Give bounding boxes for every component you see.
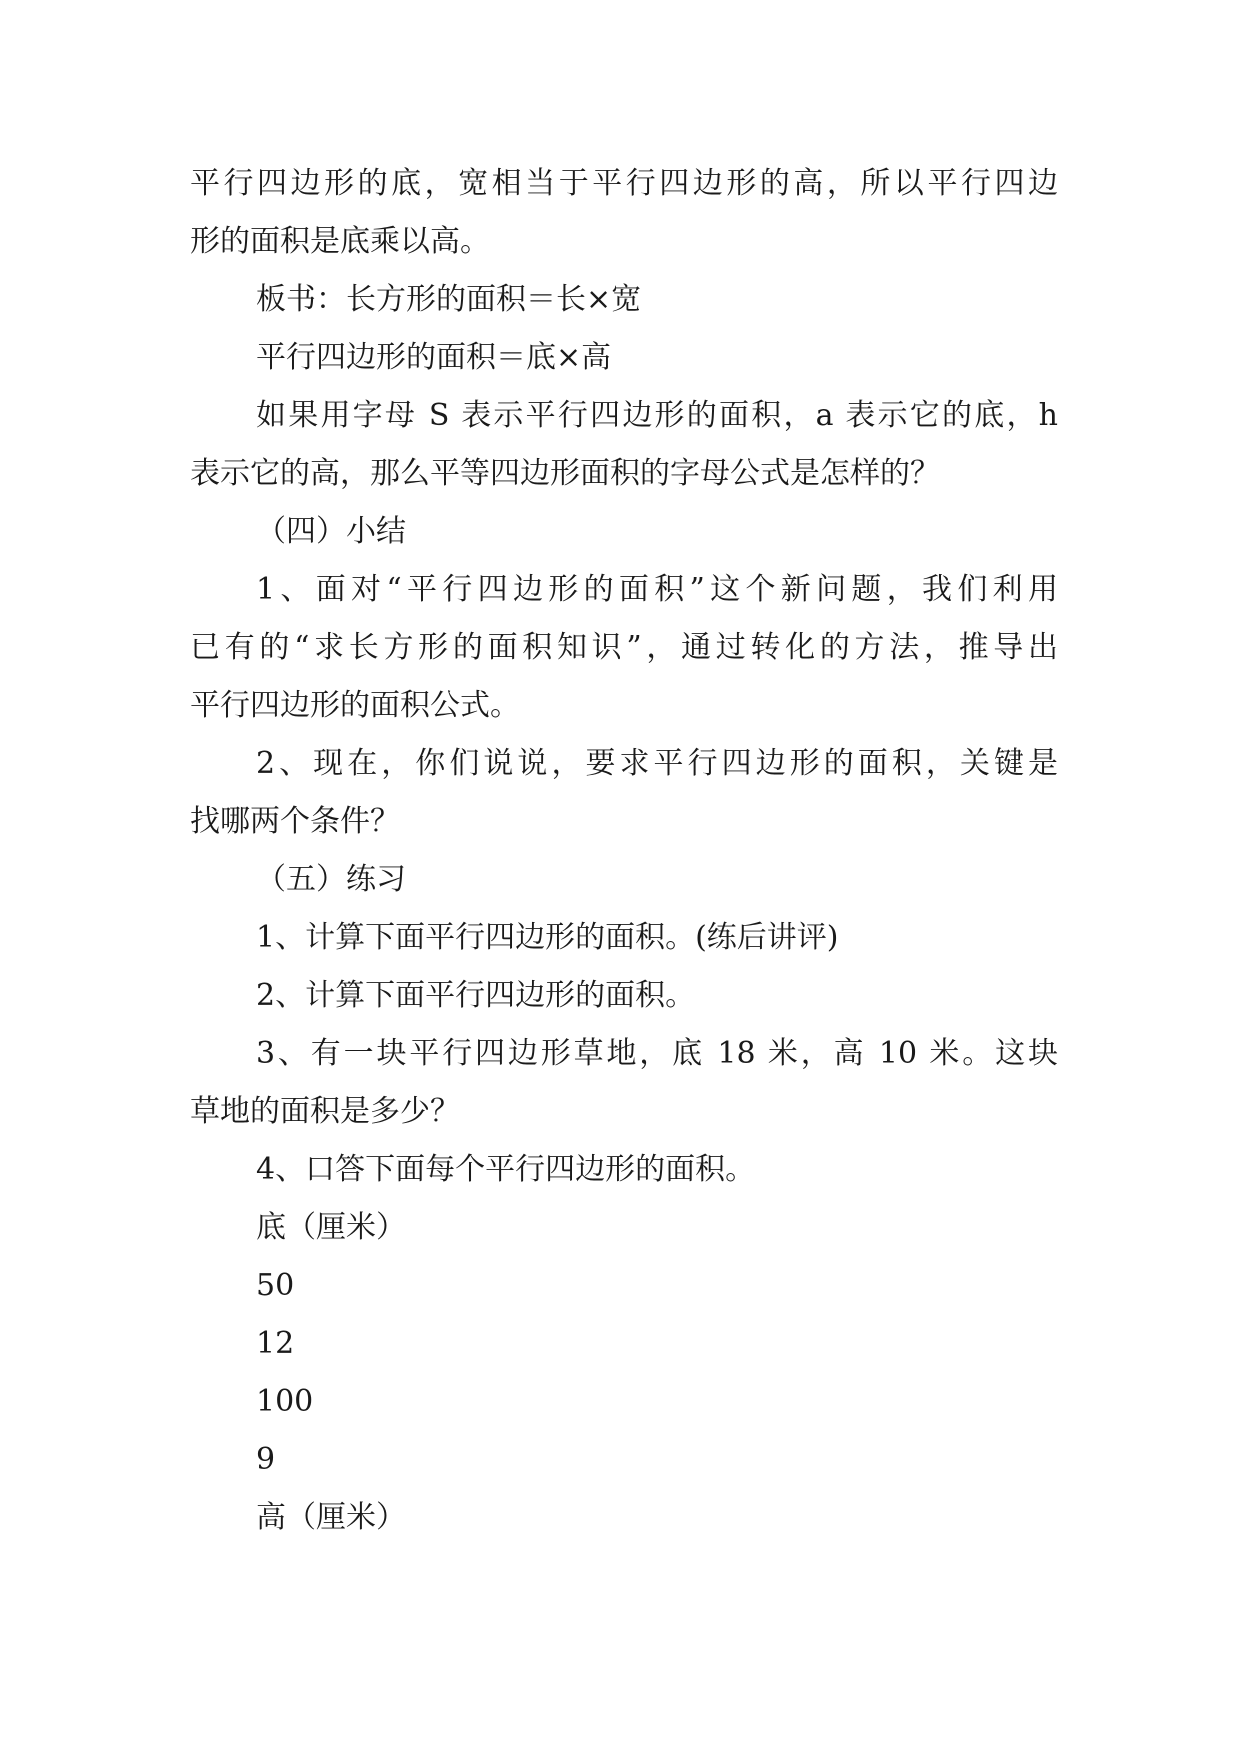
table-label: 高（厘米） [256,1500,406,1535]
paragraph-line: 1、面对“平行四边形的面积”这个新问题，我们利用 [256,572,1058,607]
table-value: 50 [256,1268,295,1303]
table-value: 100 [256,1384,314,1419]
paragraph-line: 平行四边形的底，宽相当于平行四边形的高，所以平行四边 [190,166,1058,201]
table-label: 底（厘米） [256,1210,406,1245]
paragraph-line: 3、有一块平行四边形草地，底 18 米，高 10 米。这块 [256,1036,1058,1071]
paragraph-line: 草地的面积是多少？ [190,1094,460,1129]
table-value: 12 [256,1326,295,1361]
paragraph-line: 1、计算下面平行四边形的面积。(练后讲评) [256,920,839,955]
section-heading: （四）小结 [256,514,406,549]
paragraph-line: 板书：长方形的面积＝长×宽 [256,282,642,317]
paragraph-line: 如果用字母 S 表示平行四边形的面积，a 表示它的底，h [256,398,1058,433]
paragraph-line: 找哪两个条件？ [190,804,400,839]
paragraph-line: 形的面积是底乘以高。 [190,224,490,259]
paragraph-line: 2、现在，你们说说，要求平行四边形的面积，关键是 [256,746,1058,781]
paragraph-line: 已有的“求长方形的面积知识”，通过转化的方法，推导出 [190,630,1058,665]
table-value: 9 [256,1442,276,1477]
section-heading: （五）练习 [256,862,406,897]
paragraph-line: 4、口答下面每个平行四边形的面积。 [256,1152,756,1187]
paragraph-line: 表示它的高，那么平等四边形面积的字母公式是怎样的？ [190,456,940,491]
paragraph-line: 2、计算下面平行四边形的面积。 [256,978,696,1013]
paragraph-line: 平行四边形的面积＝底×高 [256,340,612,375]
paragraph-line: 平行四边形的面积公式。 [190,688,520,723]
